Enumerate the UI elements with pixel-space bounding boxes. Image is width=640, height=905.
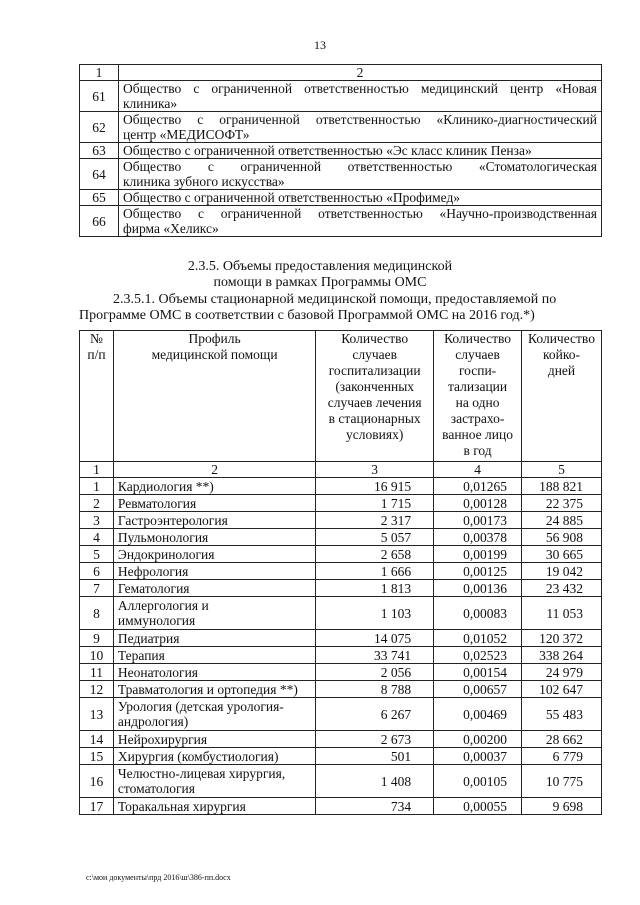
row-profile-line: Терапия [117, 647, 165, 663]
row-bed-days: 11 053 [522, 597, 602, 630]
header-cases-line: условиях) [346, 427, 404, 442]
header-per-insured [434, 331, 522, 462]
row-profile [113, 512, 315, 529]
header-bed-days-line: койко- [543, 347, 580, 362]
row-cases: 2 673 [316, 731, 434, 748]
row-profile-line: Гастроэнтерология [117, 512, 228, 528]
row-cases: 16 915 [316, 478, 434, 495]
row-number: 12 [80, 681, 114, 698]
organization-number: 66 [80, 206, 119, 237]
row-bed-days: 19 042 [522, 563, 602, 580]
organizations-table [79, 64, 602, 237]
col-header-name: 2 [119, 65, 602, 81]
row-bed-days: 24 885 [522, 512, 602, 529]
row-number: 14 [80, 731, 114, 748]
row-profile [113, 546, 315, 563]
header-per-insured-line: на одно [455, 395, 500, 410]
row-profile-line: Педиатрия [117, 630, 180, 646]
row-profile [113, 698, 315, 731]
row-number: 4 [80, 529, 114, 546]
row-cases: 1 813 [316, 580, 434, 597]
row-profile-line: Урология (детская урология- [117, 699, 284, 714]
organization-row [80, 190, 602, 206]
page-number: 13 [314, 38, 326, 52]
row-per-insured: 0,01052 [434, 630, 522, 647]
header-bed-days [522, 331, 602, 462]
organization-name [119, 206, 602, 237]
col-number-5: 5 [522, 462, 602, 478]
row-profile [113, 478, 315, 495]
organization-row [80, 159, 602, 190]
header-cases-line: Количество [341, 331, 409, 346]
row-profile-line: Травматология и ортопедия **) [117, 681, 298, 697]
organization-name-line: Общество с ограниченной ответственностью «Эс класс клиник Пенза» [123, 143, 532, 158]
organization-number: 63 [80, 143, 119, 159]
col-number-1: 1 [80, 462, 114, 478]
header-per-insured-line: госпи- [458, 363, 497, 378]
header-per-insured-line: случаев [455, 347, 500, 362]
row-number: 9 [80, 630, 114, 647]
organization-row [80, 112, 602, 143]
organization-number: 64 [80, 159, 119, 190]
header-cases-line: в стационарных [328, 411, 421, 426]
row-bed-days: 24 979 [522, 664, 602, 681]
row-number: 8 [80, 597, 114, 630]
volume-row [80, 698, 602, 731]
row-cases: 14 075 [316, 630, 434, 647]
header-bed-days-line: дней [547, 363, 576, 378]
col-number-3: 3 [316, 462, 434, 478]
row-per-insured: 0,00136 [434, 580, 522, 597]
row-number: 17 [80, 798, 114, 815]
row-number: 2 [80, 495, 114, 512]
row-bed-days: 120 372 [522, 630, 602, 647]
row-profile [113, 731, 315, 748]
row-bed-days: 188 821 [522, 478, 602, 495]
header-cases-line: случаев лечения [327, 395, 422, 410]
organization-name-line: Общество с ограниченной ответственностью «Стоматологическая [123, 159, 597, 174]
row-profile [113, 630, 315, 647]
row-cases: 2 658 [316, 546, 434, 563]
header-per-insured-line: застрахо- [450, 411, 505, 426]
row-profile [113, 529, 315, 546]
organization-name [119, 112, 602, 143]
row-number: 7 [80, 580, 114, 597]
row-number: 13 [80, 698, 114, 731]
row-cases: 33 741 [316, 647, 434, 664]
row-cases: 2 317 [316, 512, 434, 529]
row-number: 11 [80, 664, 114, 681]
hospital-volumes-table [79, 330, 602, 815]
header-per-insured-line: в год [463, 443, 492, 458]
header-profile-line: медицинской помощи [151, 347, 278, 362]
row-per-insured: 0,00083 [434, 597, 522, 630]
row-per-insured: 0,00125 [434, 563, 522, 580]
section-heading-line1: 2.3.5. Объемы предоставления медицинской [187, 259, 453, 274]
row-profile-line: андрология) [117, 714, 189, 729]
volume-row [80, 765, 602, 798]
row-per-insured: 0,02523 [434, 647, 522, 664]
row-per-insured: 0,00199 [434, 546, 522, 563]
row-cases: 5 057 [316, 529, 434, 546]
row-per-insured: 0,00055 [434, 798, 522, 815]
organization-name-line: Общество с ограниченной ответственностью «Научно-производственная [123, 206, 597, 221]
organization-number: 65 [80, 190, 119, 206]
volume-row [80, 563, 602, 580]
row-profile-line: стоматология [117, 781, 195, 796]
organization-row [80, 81, 602, 112]
row-cases: 1 103 [316, 597, 434, 630]
organization-name [119, 143, 602, 159]
row-bed-days: 22 375 [522, 495, 602, 512]
volume-row [80, 681, 602, 698]
row-cases: 501 [316, 748, 434, 765]
row-bed-days: 56 908 [522, 529, 602, 546]
row-cases: 6 267 [316, 698, 434, 731]
row-profile-line: Хирургия (комбустиология) [117, 748, 279, 764]
volume-row [80, 597, 602, 630]
row-number: 10 [80, 647, 114, 664]
organization-name-line: Общество с ограниченной ответственностью «Профимед» [123, 190, 461, 205]
row-profile [113, 580, 315, 597]
row-bed-days: 9 698 [522, 798, 602, 815]
row-profile-line: иммунология [117, 613, 196, 628]
organization-row [80, 143, 602, 159]
row-number: 1 [80, 478, 114, 495]
subsection-heading-line2: Программе ОМС в соответствии с базовой Программой ОМС на 2016 год.*) [79, 308, 535, 323]
organization-row [80, 206, 602, 237]
col-header-num: 1 [80, 65, 119, 81]
row-cases: 1 666 [316, 563, 434, 580]
row-profile-line: Пульмонология [117, 529, 209, 545]
organization-name [119, 159, 602, 190]
organization-name-line: Общество с ограниченной ответственностью «Клинико-диагностический [123, 112, 597, 127]
volume-row [80, 798, 602, 815]
volume-row [80, 580, 602, 597]
header-number-line: № [90, 331, 103, 346]
organization-name-line: клиника зубного искусства» [123, 174, 285, 189]
row-profile [113, 681, 315, 698]
row-per-insured: 0,00378 [434, 529, 522, 546]
volume-row [80, 731, 602, 748]
organizations-table-header [80, 65, 602, 81]
organization-number: 61 [80, 81, 119, 112]
row-per-insured: 0,00469 [434, 698, 522, 731]
file-path-footer: c:\мои документы\прд 2016\ш\386-пп.docx [86, 873, 231, 882]
row-profile [113, 563, 315, 580]
row-profile-line: Эндокринология [117, 546, 215, 562]
row-per-insured: 0,00200 [434, 731, 522, 748]
row-bed-days: 10 775 [522, 765, 602, 798]
row-bed-days: 23 432 [522, 580, 602, 597]
row-profile-line: Нейрохирургия [117, 731, 208, 747]
row-cases: 2 056 [316, 664, 434, 681]
volume-row [80, 630, 602, 647]
row-profile-line: Челюстно-лицевая хирургия, [117, 766, 286, 781]
row-per-insured: 0,00657 [434, 681, 522, 698]
volume-row [80, 478, 602, 495]
volume-row [80, 495, 602, 512]
row-profile [113, 597, 315, 630]
subsection-heading-line1: 2.3.5.1. Объемы стационарной медицинской помощи, предоставляемой по [113, 292, 557, 307]
row-profile-line: Ревматология [117, 495, 197, 511]
volume-row [80, 512, 602, 529]
row-per-insured: 0,00128 [434, 495, 522, 512]
row-per-insured: 0,00173 [434, 512, 522, 529]
volumes-table-column-numbers [80, 462, 602, 478]
header-profile-line: Профиль [188, 331, 241, 346]
header-number-line: п/п [87, 347, 106, 362]
row-profile [113, 647, 315, 664]
row-per-insured: 0,00154 [434, 664, 522, 681]
row-per-insured: 0,00105 [434, 765, 522, 798]
header-bed-days-line: Количество [528, 331, 595, 346]
row-profile-line: Гематология [117, 580, 190, 596]
row-profile-line: Торакальная хирургия [117, 798, 246, 814]
row-profile [113, 748, 315, 765]
row-bed-days: 6 779 [522, 748, 602, 765]
organization-name [119, 190, 602, 206]
row-profile-line: Кардиология **) [117, 478, 214, 494]
row-per-insured: 0,00037 [434, 748, 522, 765]
volume-row [80, 647, 602, 664]
volume-row [80, 748, 602, 765]
row-profile [113, 495, 315, 512]
organization-name-line: фирма «Хеликс» [123, 221, 219, 236]
row-cases: 734 [316, 798, 434, 815]
section-heading-line2: помощи в рамках Программы ОМС [213, 275, 427, 290]
volumes-table-header [80, 331, 602, 462]
organization-name-line: Общество с ограниченной ответственностью медицинский центр «Новая [123, 81, 597, 96]
row-profile [113, 798, 315, 815]
organization-name [119, 81, 602, 112]
row-profile [113, 664, 315, 681]
organization-name-line: центр «МЕДИСОФТ» [123, 127, 250, 142]
col-number-2: 2 [113, 462, 315, 478]
header-profile [113, 331, 315, 462]
organization-number: 62 [80, 112, 119, 143]
volume-row [80, 529, 602, 546]
row-profile-line: Неонатология [117, 664, 199, 680]
header-cases-line: случаев [352, 347, 397, 362]
row-cases: 1 715 [316, 495, 434, 512]
header-per-insured-line: ванное лицо [442, 427, 513, 442]
header-cases-line: госпитализации [328, 363, 421, 378]
organization-name-line: клиника» [123, 96, 178, 111]
row-number: 15 [80, 748, 114, 765]
row-bed-days: 55 483 [522, 698, 602, 731]
row-number: 6 [80, 563, 114, 580]
row-cases: 8 788 [316, 681, 434, 698]
row-bed-days: 338 264 [522, 647, 602, 664]
volume-row [80, 546, 602, 563]
col-number-4: 4 [434, 462, 522, 478]
header-cases-line: (законченных [335, 379, 415, 394]
row-per-insured: 0,01265 [434, 478, 522, 495]
row-profile-line: Нефрология [117, 563, 189, 579]
row-bed-days: 30 665 [522, 546, 602, 563]
volume-row [80, 664, 602, 681]
row-number: 16 [80, 765, 114, 798]
header-number [80, 331, 114, 462]
row-cases: 1 408 [316, 765, 434, 798]
row-number: 3 [80, 512, 114, 529]
row-bed-days: 28 662 [522, 731, 602, 748]
row-profile [113, 765, 315, 798]
row-number: 5 [80, 546, 114, 563]
row-profile-line: Аллергология и [117, 598, 209, 613]
header-per-insured-line: Количество [444, 331, 512, 346]
row-bed-days: 102 647 [522, 681, 602, 698]
header-per-insured-line: тализации [447, 379, 508, 394]
header-cases [316, 331, 434, 462]
